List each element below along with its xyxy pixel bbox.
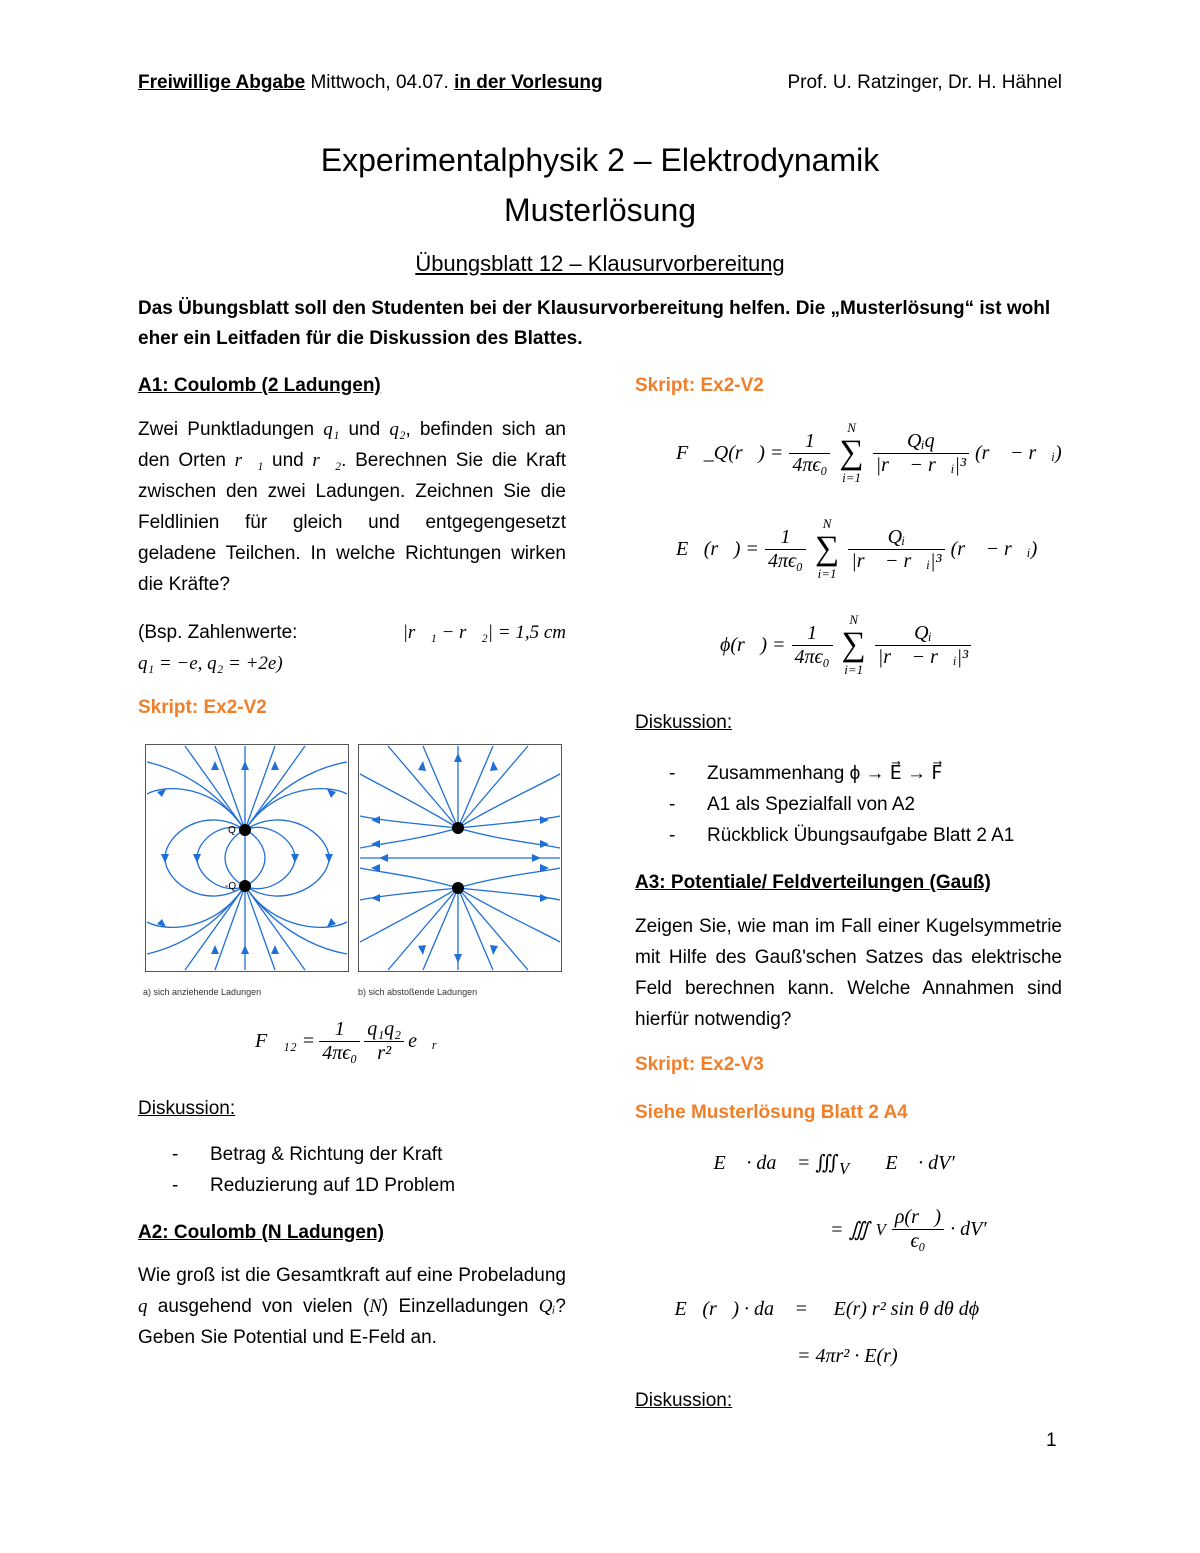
a1-bullets	[138, 1139, 568, 1201]
coulomb-formula	[255, 1018, 437, 1065]
list-item: - Rückblick Übungsaufgabe Blatt 2 A1	[635, 820, 1075, 851]
header-authors: Prof. U. Ratzinger, Dr. H. Hähnel	[787, 72, 1062, 93]
a3-heading: A3: Potentiale/ Feldverteilungen (Gauß)	[635, 872, 991, 893]
a2-text-part: ? Geben Sie Potential und E-Feld an.	[138, 1296, 566, 1348]
sum-symbol: N ∑ i=1	[839, 612, 869, 678]
a3-discussion: Diskussion:	[635, 1390, 733, 1411]
page-number: 1	[1046, 1430, 1057, 1451]
potential-sum-formula	[720, 612, 971, 678]
gauss-eq3: ∯ E⃗(r⃗) · da⃗ = ∯ E(r) r² sin θ dθ dϕ	[654, 1298, 980, 1320]
frac-num: 1	[765, 526, 806, 550]
charge-q	[239, 824, 251, 836]
a1-example	[138, 617, 566, 679]
list-item: - Betrag & Richtung der Kraft	[138, 1139, 568, 1170]
a2-q: q	[138, 1296, 148, 1317]
a2-heading: A2: Coulomb (N Ladungen)	[138, 1222, 384, 1243]
page-title: Experimentalphysik 2 – Elektrodynamik	[320, 142, 880, 178]
eq3-frac	[792, 622, 833, 669]
a1-r1: r⃗₁	[234, 450, 264, 471]
a1-text-part: , befinden sich an den Orten	[138, 419, 566, 471]
a1-skript: Skript: Ex2-V2	[138, 697, 267, 718]
frac-num: Qᵢ	[848, 526, 944, 550]
eq3-lhs: ϕ(r⃗) =	[720, 633, 786, 656]
g2-rhs: · dV′	[950, 1218, 987, 1240]
eq1-lhs: F⃗_Q(r⃗) =	[676, 441, 784, 464]
g2-lhs: = ∭	[830, 1219, 870, 1241]
list-item: - Reduzierung auf 1D Problem	[138, 1170, 568, 1201]
eq2-frac	[765, 526, 806, 573]
a1-example-eq: |r⃗₁ − r⃗₂| = 1,5 cm	[402, 622, 566, 643]
eq2-tail: (r⃗ − r⃗ᵢ)	[950, 537, 1038, 560]
eq2-frac2	[848, 526, 944, 573]
frac-num: 1	[792, 622, 833, 646]
frac-num: ρ(r⃗)	[892, 1206, 944, 1230]
a1-text-part: und	[263, 450, 313, 471]
charge-q1	[452, 822, 464, 834]
header-left	[138, 72, 603, 94]
sum-top: N	[849, 612, 858, 627]
frac-den: r²	[377, 1042, 392, 1064]
gauss-eq4: = 4πr² · E(r)	[797, 1345, 898, 1367]
gauss-eq2	[830, 1206, 987, 1253]
frac-den: 4πϵ₀	[792, 453, 828, 476]
charge-negq	[239, 880, 251, 892]
g1-sub: V	[839, 1159, 850, 1178]
field-figure-attracting	[145, 744, 349, 972]
a2-text-part: ) Einzelladungen	[381, 1296, 539, 1317]
charge-q2	[452, 882, 464, 894]
page-title-2: Musterlösung	[503, 192, 697, 228]
a2-text-part: Wie groß ist die Gesamtkraft auf eine Probeladung	[138, 1265, 566, 1286]
page-subtitle: Übungsblatt 12 – Klausurvorbereitung	[415, 251, 785, 276]
a2-N: N	[369, 1296, 382, 1317]
a2-skript: Skript: Ex2-V2	[635, 375, 764, 396]
frac-num: 1	[319, 1018, 360, 1042]
eq3-frac2	[875, 622, 971, 669]
a2-Qi: Qᵢ	[538, 1296, 556, 1317]
intro-text: Das Übungsblatt soll den Studenten bei der Klausurvorbereitung helfen. Die „Musterlösung“ ist wohl eher ein Leitfaden für die Diskussion des Blattes.	[138, 298, 1051, 349]
a1-text-part: . Berechnen Sie die Kraft zwischen den zwei Ladungen. Zeichnen Sie die Feldlinien für gleich und entgegengesetzt geladene Teilchen. In welche Richtungen wirken die Kräfte?	[138, 450, 566, 595]
list-item: - Zusammenhang ϕ → E⃗ → F⃗	[635, 758, 1075, 789]
a1-example-label: (Bsp. Zahlenwerte:	[138, 622, 298, 643]
list-item: - A1 als Spezialfall von A2	[635, 789, 1075, 820]
a3-siehe: Siehe Musterlösung Blatt 2 A4	[635, 1102, 908, 1123]
a1-example-eq2: q₁ = −e, q₂ = +2e)	[138, 653, 283, 674]
header-date: Mittwoch, 04.07.	[305, 72, 455, 93]
a2-discussion: Diskussion:	[635, 712, 733, 733]
frac-den: ϵ₀	[910, 1230, 926, 1252]
frac-den: 4πϵ₀	[322, 1042, 358, 1064]
a1-q2: q₂	[389, 419, 406, 440]
a1-text-part: und	[339, 419, 390, 440]
sum-symbol: N ∑ i=1	[812, 516, 842, 582]
a1-r2: r⃗₂	[312, 450, 342, 471]
a1-discussion: Diskussion:	[138, 1098, 236, 1119]
sum-bottom: i=1	[817, 566, 837, 581]
formula-lhs: F⃗₁₂ =	[255, 1030, 316, 1052]
gauss-eq1	[693, 1150, 955, 1179]
a3-text: Zeigen Sie, wie man im Fall einer Kugelsymmetrie mit Hilfe des Gauß'schen Satzes das elektrische Feld berechnen kann. Welche Annahmen sind hierfür notwendig?	[635, 916, 1062, 1030]
frac-den: 4πϵ₀	[767, 549, 803, 572]
sum-symbol: N ∑ i=1	[836, 420, 866, 486]
header-vorlesung: in der Vorlesung	[454, 72, 603, 93]
a2-bullets	[635, 758, 1075, 851]
a2-text	[138, 1260, 566, 1353]
label-negq: -Q	[225, 881, 237, 892]
caption-a: a) sich anziehende Ladungen	[143, 987, 262, 997]
g2-frac	[892, 1206, 944, 1253]
formula-rhs: e⃗ᵣ	[408, 1030, 438, 1052]
frac-num: Qᵢq	[873, 430, 969, 454]
frac-num: 1	[789, 430, 830, 454]
frac-den: |r⃗ − r⃗ᵢ|³	[875, 453, 966, 476]
a1-text	[138, 414, 566, 600]
frac-den: 4πϵ₀	[794, 645, 830, 668]
frac-den: |r⃗ − r⃗ᵢ|³	[851, 549, 942, 572]
sum-top: N	[822, 516, 832, 531]
efield-sum-formula	[676, 516, 1037, 582]
a1-text-part: Zwei Punktladungen	[138, 419, 324, 440]
formula-frac1	[319, 1018, 360, 1065]
caption-b: b) sich abstoßende Ladungen	[358, 987, 478, 997]
a1-q1: q₁	[323, 419, 340, 440]
sum-bottom: i=1	[842, 470, 861, 485]
g2-sub: V	[875, 1219, 886, 1239]
frac-den: |r⃗ − r⃗ᵢ|³	[877, 645, 969, 668]
sum-top: N	[847, 420, 856, 435]
eq1-frac2	[873, 430, 969, 477]
frac-num: q₁q₂	[364, 1018, 404, 1042]
field-figure-repelling	[358, 744, 562, 972]
a2-text-part: ausgehend von vielen (	[147, 1296, 370, 1317]
eq1-frac	[789, 430, 830, 477]
g1-rhs: ∇⃗E⃗ · dV′	[854, 1152, 955, 1174]
force-sum-formula	[676, 420, 1062, 486]
a3-skript: Skript: Ex2-V3	[635, 1054, 764, 1075]
header-freiwillige: Freiwillige Abgabe	[138, 72, 306, 93]
sum-bottom: i=1	[844, 662, 864, 677]
g1-lhs: ∯ E⃗ · da⃗ = ∭	[693, 1152, 840, 1174]
eq1-tail: (r⃗ − r⃗ᵢ)	[975, 441, 1062, 464]
frac-num: Qᵢ	[875, 622, 971, 646]
formula-frac2	[364, 1018, 404, 1065]
a1-heading: A1: Coulomb (2 Ladungen)	[138, 375, 381, 396]
eq2-lhs: E⃗(r⃗) =	[676, 537, 759, 560]
label-q: Q	[228, 825, 236, 836]
